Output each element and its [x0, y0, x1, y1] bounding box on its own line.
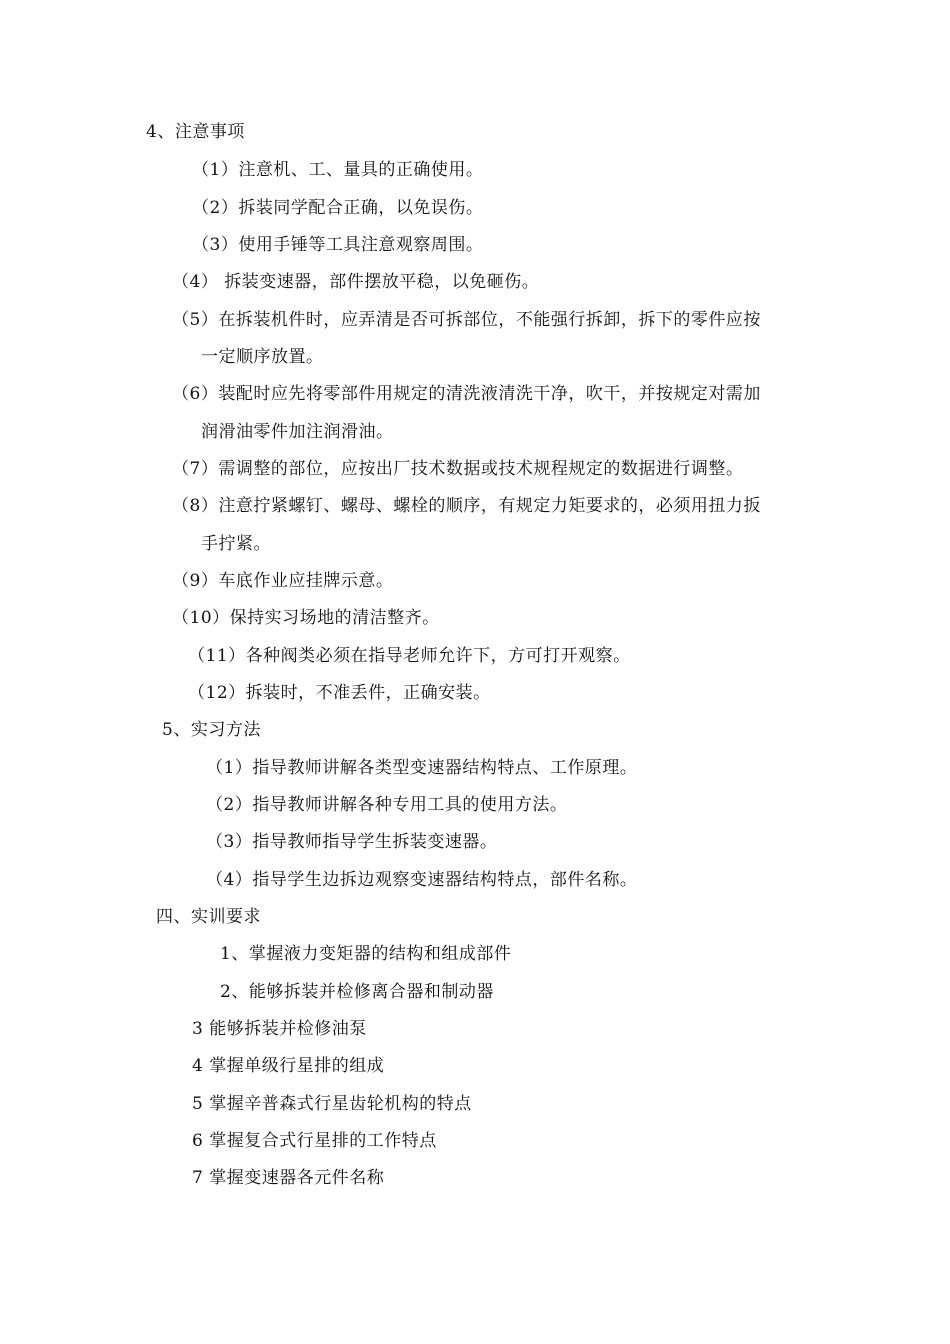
requirement-item: 5 掌握辛普森式行星齿轮机构的特点 — [192, 1094, 472, 1114]
method-item: （4）指导学生边拆边观察变速器结构特点，部件名称。 — [206, 870, 638, 890]
requirement-item: 7 掌握变速器各元件名称 — [192, 1168, 385, 1188]
method-item: （2）指导教师讲解各种专用工具的使用方法。 — [206, 795, 568, 815]
section-heading-methods: 5、实习方法 — [162, 720, 261, 740]
requirement-item: 4 掌握单级行星排的组成 — [192, 1056, 385, 1076]
note-item: （7）需调整的部位，应按出厂技术数据或技术规程规定的数据进行调整。 — [172, 459, 744, 479]
note-item: （5）在拆装机件时，应弄清是否可拆部位，不能强行拆卸，拆下的零件应按 — [172, 310, 761, 330]
requirement-item: 1、掌握液力变矩器的结构和组成部件 — [220, 944, 512, 964]
note-item: （9）车底作业应挂牌示意。 — [172, 571, 394, 591]
note-item: （1）注意机、工、量具的正确使用。 — [192, 160, 484, 180]
note-item: （8）注意拧紧螺钉、螺母、螺栓的顺序，有规定力矩要求的，必须用扭力扳 — [172, 496, 761, 516]
note-item: （2）拆装同学配合正确，以免误伤。 — [192, 198, 484, 218]
note-item: （6）装配时应先将零部件用规定的清洗液清洗干净，吹干，并按规定对需加 — [172, 384, 761, 404]
requirement-item: 2、能够拆装并检修离合器和制动器 — [220, 982, 494, 1002]
method-item: （3）指导教师指导学生拆装变速器。 — [206, 832, 498, 852]
note-item-continuation: 手拧紧。 — [201, 534, 271, 554]
note-item: （3）使用手锤等工具注意观察周围。 — [192, 235, 484, 255]
method-item: （1）指导教师讲解各类型变速器结构特点、工作原理。 — [206, 758, 638, 778]
note-item: （12）拆装时，不准丢件，正确安装。 — [188, 683, 491, 703]
requirement-item: 3 能够拆装并检修油泵 — [192, 1019, 367, 1039]
requirement-item: 6 掌握复合式行星排的工作特点 — [192, 1131, 437, 1151]
note-item-continuation: 一定顺序放置。 — [201, 347, 324, 367]
note-item-continuation: 润滑油零件加注润滑油。 — [201, 422, 394, 442]
note-item: （10）保持实习场地的清洁整齐。 — [172, 608, 440, 628]
note-item: （11）各种阀类必须在指导老师允许下，方可打开观察。 — [188, 646, 631, 666]
note-item: （4） 拆装变速器，部件摆放平稳，以免砸伤。 — [172, 272, 540, 292]
section-heading-notes: 4、注意事项 — [146, 122, 245, 142]
section-heading-requirements: 四、实训要求 — [156, 907, 261, 927]
